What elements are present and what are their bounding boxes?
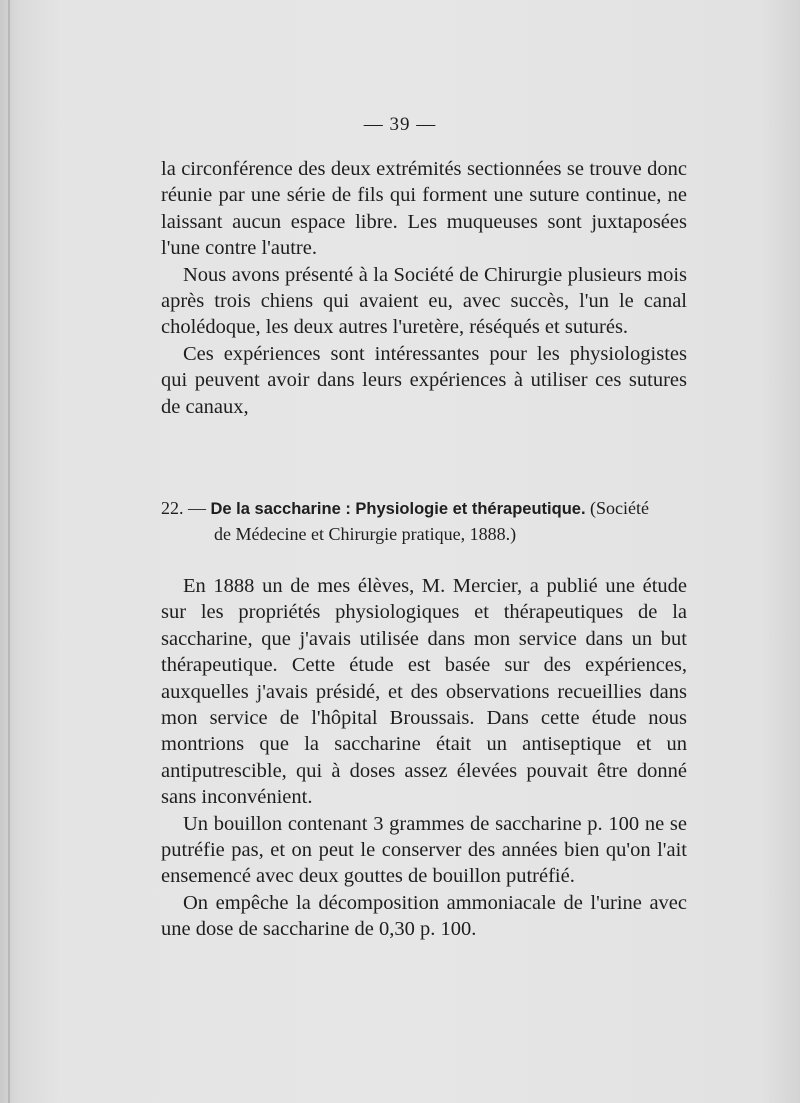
paragraph: Ces expériences sont intéressantes pour les physiologistes qui peuvent avoir dans leurs expériences à utiliser ces sutures de canaux, bbox=[161, 342, 687, 418]
section-number: 22. — bbox=[161, 498, 206, 518]
paragraph: En 1888 un de mes élèves, M. Mercier, a publié une étude sur les propriétés physiologiques et thérapeutiques de la saccharine, que j'avais utilisée dans mon service dans un but thérapeutique. Cette étude est basée sur des expériences, auxquelles j'avais présidé, et des observations recueillies dans mon service de l'hôpital Broussais. Dans cette étude nous montrions que la saccharine était un antiseptique et un antiputrescible, qui à doses assez élevées pouvait être donné sans inconvénient. bbox=[161, 575, 687, 809]
text-block-suture bbox=[161, 156, 687, 420]
paragraph: On empêche la décomposition ammoniacale de l'urine avec une dose de saccharine de 0,30 p. 100. bbox=[161, 891, 687, 941]
section-source-part2: de Médecine et Chirurgie pratique, 1888.) bbox=[214, 524, 517, 544]
paragraph: la circonférence des deux extrémités sectionnées se trouve donc réunie par une série de fils qui forment une suture continue, ne laissant aucun espace libre. Les muqueuses sont juxtaposées l'une contre l'autre. bbox=[161, 158, 687, 260]
section-heading bbox=[161, 496, 701, 547]
section-source-part1: (Société bbox=[590, 498, 650, 518]
paragraph: Un bouillon contenant 3 grammes de saccharine p. 100 ne se putréfie pas, et on peut le conserver des années bien qu'on l'ait ensemencé avec deux gouttes de bouillon putréfié. bbox=[161, 812, 687, 888]
section-title: De la saccharine : Physiologie et thérapeutique. bbox=[210, 500, 586, 518]
paragraph: Nous avons présenté à la Société de Chirurgie plusieurs mois après trois chiens qui avaient eu, avec succès, l'un le canal cholédoque, les deux autres l'uretère, réséqués et suturés. bbox=[161, 263, 687, 339]
text-block-saccharine bbox=[161, 573, 687, 943]
page-number: — 39 — bbox=[363, 114, 437, 135]
page-edge-shadow bbox=[8, 0, 10, 1103]
